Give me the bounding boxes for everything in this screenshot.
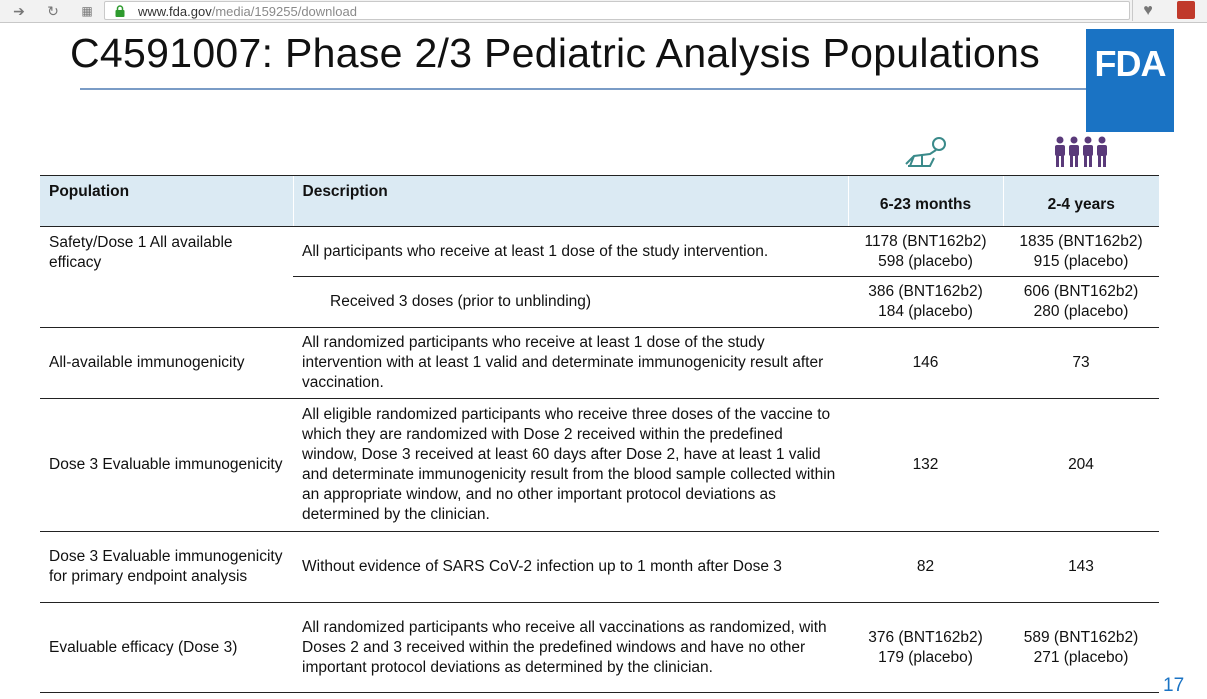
description-cell: All participants who receive at least 1 dose of the study intervention. [293, 227, 848, 277]
population-cell: Dose 3 Evaluable immunogenicity for primary endpoint analysis [40, 532, 293, 603]
age1-placebo: 179 (placebo) [878, 648, 973, 666]
description-cell: All randomized participants who receive all vaccinations as randomized, with Doses 2 and 3 received within the predefined windows and have no other important protocol deviations as determined by the clinician. [293, 603, 848, 693]
age1-cell [848, 227, 1003, 277]
table-row [40, 399, 1159, 532]
url-path: /media/159255/download [211, 4, 357, 19]
age2-bnt: 606 (BNT162b2) [1023, 283, 1139, 300]
description-cell: Received 3 doses (prior to unblinding) [293, 277, 848, 328]
populations-table [40, 175, 1159, 693]
baby-crawling-icon [900, 136, 950, 170]
age1-placebo: 184 (placebo) [878, 303, 973, 320]
header-population: Population [40, 176, 293, 227]
browser-toolbar [0, 0, 1207, 23]
group-people-icon [1053, 136, 1109, 168]
age1-cell: 82 [848, 532, 1003, 603]
age2-placebo: 271 (placebo) [1033, 648, 1129, 666]
apps-grid-icon[interactable]: ▦ [81, 4, 93, 18]
age2-cell [1003, 277, 1159, 328]
description-cell: Without evidence of SARS CoV-2 infection up to 1 month after Dose 3 [293, 532, 848, 603]
title-divider [80, 88, 1120, 90]
extension-icon[interactable] [1177, 1, 1195, 19]
table-row [40, 227, 1159, 277]
age2-cell [1003, 603, 1159, 693]
header-2-4-years: 2-4 years [1003, 176, 1159, 227]
heart-icon[interactable]: ♥ [1132, 0, 1163, 21]
header-description: Description [293, 176, 848, 227]
age2-cell: 143 [1003, 532, 1159, 603]
age2-cell: 73 [1003, 328, 1159, 399]
age2-cell: 204 [1003, 399, 1159, 532]
age2-placebo: 915 (placebo) [1033, 252, 1129, 270]
age1-bnt: 376 (BNT162b2) [868, 628, 983, 646]
table-row [40, 532, 1159, 603]
description-cell: All randomized participants who receive at least 1 dose of the study intervention with at least 1 valid and determinate immunogenicity result after vaccination. [293, 328, 848, 399]
age1-cell: 132 [848, 399, 1003, 532]
address-bar[interactable] [104, 1, 1130, 20]
forward-arrow-icon[interactable]: ➔ [13, 3, 25, 19]
population-cell: Safety/Dose 1 All available efficacy [40, 227, 293, 328]
age1-cell [848, 277, 1003, 328]
age1-cell: 146 [848, 328, 1003, 399]
age1-bnt: 1178 (BNT162b2) [864, 232, 987, 250]
table-row [40, 328, 1159, 399]
age2-placebo: 280 (placebo) [1033, 303, 1129, 320]
population-cell: Dose 3 Evaluable immunogenicity [40, 399, 293, 532]
reload-icon[interactable]: ↻ [47, 3, 59, 19]
url-domain: www.fda.gov [138, 4, 212, 19]
age1-cell [848, 603, 1003, 693]
page-number: 17 [1163, 675, 1185, 696]
header-6-23-months: 6-23 months [848, 176, 1003, 227]
fda-logo: FDA [1086, 29, 1174, 132]
description-cell: All eligible randomized participants who receive three doses of the vaccine to which they are randomized with Dose 2 received within the predefined window, Dose 3 received at least 60 days after Dose 2, have at least 1 valid and determinate immunogenicity result from the blood sample collected within an appropriate window, and no other important protocol deviations as determined by the clinician. [293, 399, 848, 532]
age1-placebo: 598 (placebo) [878, 252, 973, 270]
table-header-row [40, 176, 1159, 227]
lock-icon [115, 5, 125, 17]
population-cell: All-available immunogenicity [40, 328, 293, 399]
age2-bnt: 589 (BNT162b2) [1023, 628, 1139, 646]
age1-bnt: 386 (BNT162b2) [868, 283, 983, 300]
population-cell: Evaluable efficacy (Dose 3) [40, 603, 293, 693]
page-title: C4591007: Phase 2/3 Pediatric Analysis Populations [70, 30, 1041, 76]
table-row [40, 603, 1159, 693]
age2-bnt: 1835 (BNT162b2) [1019, 232, 1143, 250]
age2-cell [1003, 227, 1159, 277]
